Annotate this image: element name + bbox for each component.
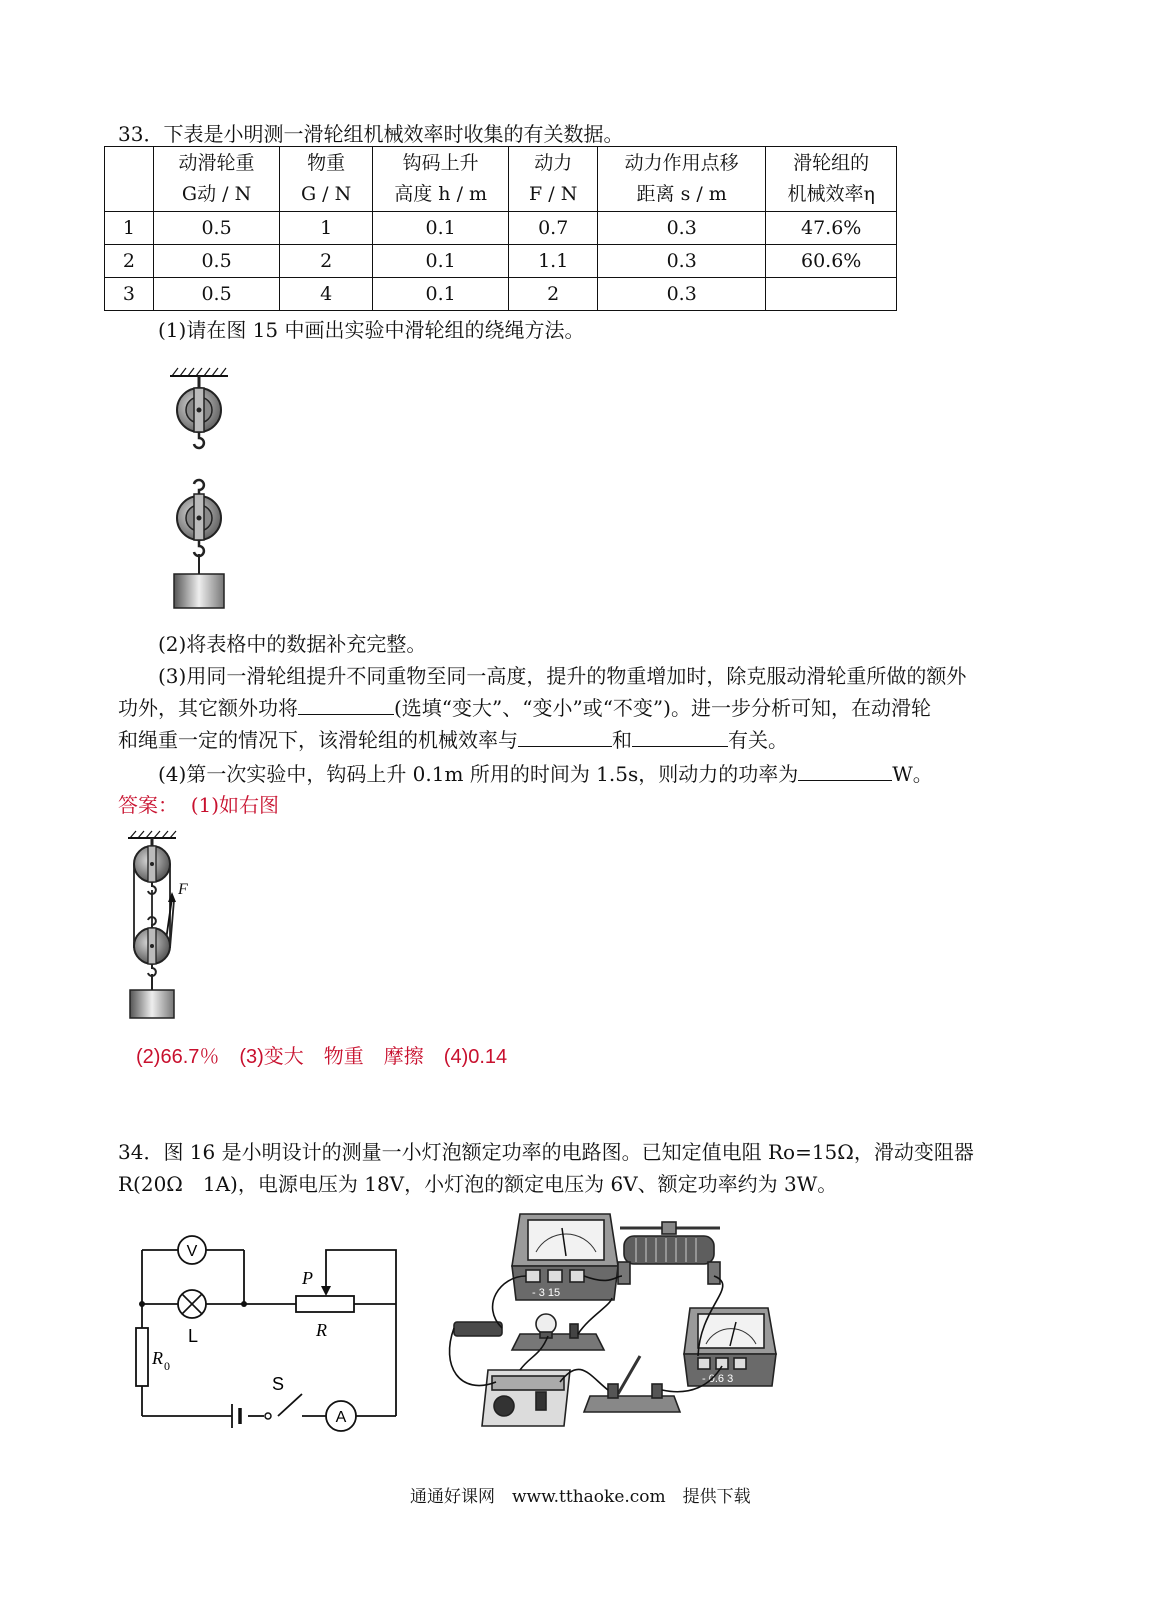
- header-cell-pulley-weight: 动滑轮重 G动 / N: [153, 147, 280, 212]
- table-cell: 0.5: [153, 245, 280, 278]
- table-cell: 0.3: [598, 245, 766, 278]
- question-33-part-3-line-1: (3)用同一滑轮组提升不同重物至同一高度，提升的物重增加时，除克服动滑轮重所做的额外: [158, 664, 967, 688]
- question-33-title: 33．下表是小明测一滑轮组机械效率时收集的有关数据。: [118, 122, 624, 146]
- table-row: [105, 212, 897, 245]
- weight-block: [174, 574, 224, 608]
- table-cell: 4: [280, 278, 373, 311]
- table-cell: 0.3: [598, 278, 766, 311]
- ammeter-symbol: [326, 1401, 356, 1431]
- question-33-part-3-line-2: 功外，其它额外功将 (选填“变大”、“变小”或“不变”)。进一步分析可知，在动滑轮: [118, 692, 931, 721]
- table-row: [105, 245, 897, 278]
- lamp-symbol: [178, 1290, 206, 1318]
- rheostat-label: R: [316, 1320, 327, 1340]
- table-cell: 47.6%: [766, 212, 897, 245]
- voltmeter-device: [512, 1214, 618, 1300]
- table-header-row: [105, 147, 897, 212]
- table-cell: 2: [105, 245, 154, 278]
- header-cell-height: 钩码上升 高度 h / m: [372, 147, 508, 212]
- table-cell: 0.1: [372, 278, 508, 311]
- table-cell: 2: [280, 245, 373, 278]
- page-footer: 通通好课网 www.tthaoke.com 提供下载: [410, 1487, 751, 1507]
- physical-circuit-illustration: [440, 1206, 790, 1434]
- header-cell-efficiency: 滑轮组的 机械效率η: [766, 147, 897, 212]
- question-33-part-3-line-3: 和绳重一定的情况下，该滑轮组的机械效率与 和 有关。: [118, 724, 788, 753]
- rheostat-device: [618, 1222, 720, 1284]
- question-33-part-4: (4)第一次实验中，钩码上升 0.1m 所用的时间为 1.5s，则动力的功率为 W。: [158, 758, 933, 787]
- ammeter-scale-label: - 0.6 3: [702, 1373, 734, 1385]
- circuit-diagram: [120, 1224, 420, 1434]
- question-34-line-2: R(20Ω 1A)，电源电压为 18V，小灯泡的额定电压为 6V、额定功率约为 3W。: [118, 1172, 838, 1196]
- table-cell: 1.1: [509, 245, 598, 278]
- header-cell-distance: 动力作用点移 距离 s / m: [598, 147, 766, 212]
- r0-subscript: 0: [164, 1359, 170, 1373]
- answer-summary: (2)66.7％ (3)变大 物重 摩擦 (4)0.14: [136, 1046, 508, 1068]
- pulley-system-figure: [160, 364, 260, 614]
- table-cell: 0.3: [598, 212, 766, 245]
- table-cell: 0.1: [372, 245, 508, 278]
- header-cell-load-weight: 物重 G / N: [280, 147, 373, 212]
- header-cell-force: 动力 F / N: [509, 147, 598, 212]
- battery-device: [482, 1370, 570, 1426]
- svg-text:V: V: [186, 1243, 198, 1260]
- force-label: F: [178, 881, 188, 898]
- answer-heading: 答案： (1)如右图: [118, 793, 280, 817]
- question-33-part-1: (1)请在图 15 中画出实验中滑轮组的绕绳方法。: [158, 318, 585, 342]
- voltmeter-symbol: [178, 1236, 206, 1264]
- ammeter-device: [684, 1308, 776, 1386]
- question-34-line-1: 34．图 16 是小明设计的测量一小灯泡额定功率的电路图。已知定值电阻 Ro=15Ω，滑动变阻器: [118, 1140, 974, 1164]
- answer-pulley-figure: [120, 828, 230, 1024]
- table-cell: 0.5: [153, 278, 280, 311]
- table-cell: [766, 278, 897, 311]
- table-cell: 1: [280, 212, 373, 245]
- table-cell: 0.7: [509, 212, 598, 245]
- table-cell: 1: [105, 212, 154, 245]
- efficiency-data-table: [104, 146, 897, 311]
- slider-label: P: [302, 1268, 313, 1288]
- answer-blank[interactable]: [632, 724, 728, 747]
- r0-label: R: [152, 1348, 163, 1368]
- lamp-label: L: [188, 1326, 199, 1346]
- answer-blank[interactable]: [518, 724, 612, 747]
- fixed-pulley: [177, 376, 221, 448]
- switch-device: [584, 1356, 680, 1412]
- movable-pulley: [177, 480, 221, 574]
- fixed-resistor-device: [454, 1322, 502, 1336]
- svg-text:A: A: [335, 1409, 347, 1426]
- table-cell: 0.1: [372, 212, 508, 245]
- table-row: [105, 278, 897, 311]
- table-cell: 60.6%: [766, 245, 897, 278]
- ceiling-support: [170, 368, 228, 376]
- switch-label: S: [272, 1374, 285, 1394]
- question-33-part-2: (2)将表格中的数据补充完整。: [158, 632, 427, 656]
- voltmeter-scale-label: - 3 15: [532, 1287, 561, 1299]
- header-cell-index: [105, 147, 154, 212]
- answer-blank[interactable]: [798, 758, 892, 781]
- table-cell: 3: [105, 278, 154, 311]
- table-cell: 2: [509, 278, 598, 311]
- table-cell: 0.5: [153, 212, 280, 245]
- answer-blank[interactable]: [298, 692, 394, 715]
